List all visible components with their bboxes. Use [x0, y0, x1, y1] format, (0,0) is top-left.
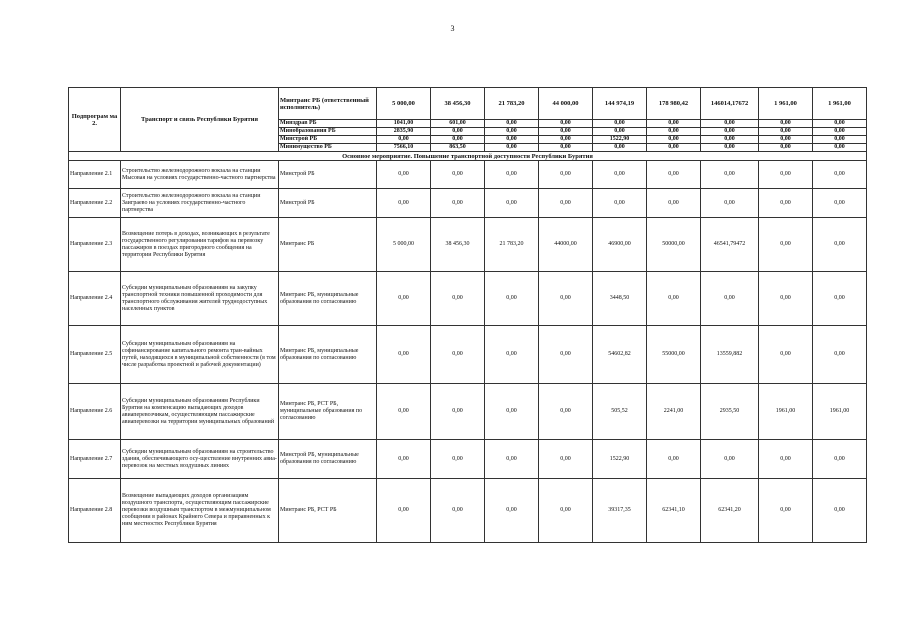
value-cell: 54602,82: [593, 326, 647, 384]
executor-name: Минобразования РБ: [279, 128, 377, 136]
value-cell: 0,00: [431, 128, 485, 136]
direction-executor: Минстрой РБ, муниципальные образования по согласованию: [279, 440, 377, 479]
value-cell: 0,00: [759, 479, 813, 543]
direction-description: Возмещение потерь в доходах, возникающих в результате государственного регулирования тарифов на перевозку пассажиров в поездах пригородного сообщения на территории Республики Бурятия: [121, 218, 279, 272]
value-cell: 46900,00: [593, 218, 647, 272]
value-cell: 0,00: [539, 189, 593, 218]
value-cell: 505,52: [593, 384, 647, 440]
direction-label: Направление 2.5: [69, 326, 121, 384]
value-cell: 0,00: [431, 136, 485, 144]
value-cell: 2835,90: [377, 128, 431, 136]
direction-row: [69, 440, 867, 479]
value-cell: 0,00: [813, 144, 867, 152]
value-cell: 0,00: [377, 189, 431, 218]
value-cell: 0,00: [431, 189, 485, 218]
value-cell: 0,00: [485, 326, 539, 384]
value-cell: 0,00: [759, 189, 813, 218]
value-cell: 5 000,00: [377, 88, 431, 120]
value-cell: 1041,00: [377, 120, 431, 128]
value-cell: 1522,90: [593, 136, 647, 144]
value-cell: 0,00: [593, 120, 647, 128]
program-title: Транспорт и связь Республики Бурятия: [121, 88, 279, 152]
value-cell: 0,00: [539, 384, 593, 440]
value-cell: 0,00: [539, 161, 593, 189]
direction-row: [69, 161, 867, 189]
program-header-row: [69, 88, 867, 120]
value-cell: 0,00: [485, 128, 539, 136]
value-cell: 0,00: [539, 440, 593, 479]
direction-description: Возмещение выпадающих доходов организациям воздушного транспорта, осуществляющим пассажирские перевозки воздушным транспортом в межмуниципальном сообщении в районах Крайнего Севера и приравненных к ним местностях Республики Бурятия: [121, 479, 279, 543]
page-number: 3: [450, 24, 455, 33]
value-cell: 0,00: [485, 189, 539, 218]
value-cell: 0,00: [377, 136, 431, 144]
direction-label: Направление 2.4: [69, 272, 121, 326]
value-cell: 0,00: [485, 440, 539, 479]
value-cell: 0,00: [813, 161, 867, 189]
direction-row: [69, 218, 867, 272]
value-cell: 0,00: [539, 326, 593, 384]
value-cell: 0,00: [539, 136, 593, 144]
value-cell: 0,00: [759, 440, 813, 479]
value-cell: 3448,50: [593, 272, 647, 326]
direction-label: Направление 2.7: [69, 440, 121, 479]
direction-description: Субсидии муниципальным образованиям на софинансирование капитального ремонта тран-вайных путей, находящихся в муниципальной собственности (в том числе разработка проектной и рабочей документации): [121, 326, 279, 384]
value-cell: 0,00: [485, 144, 539, 152]
direction-row: [69, 326, 867, 384]
direction-row: [69, 384, 867, 440]
direction-executor: Минтранс РБ: [279, 218, 377, 272]
value-cell: 1961,00: [813, 384, 867, 440]
value-cell: 0,00: [701, 189, 759, 218]
direction-label: Направление 2.1: [69, 161, 121, 189]
direction-executor: Минтранс РБ, муниципальные образования по согласованию: [279, 272, 377, 326]
value-cell: 0,00: [647, 120, 701, 128]
direction-executor: Минтранс РБ, муниципальные образования по согласованию: [279, 326, 377, 384]
direction-description: Субсидии муниципальным образованиям на закупку транспортной техники повышенной проходимости для транспортного обслуживания жителей труднодоступных населенных пунктов: [121, 272, 279, 326]
value-cell: 0,00: [377, 440, 431, 479]
executor-name: Минстрой РБ: [279, 136, 377, 144]
value-cell: 0,00: [431, 479, 485, 543]
value-cell: 0,00: [647, 189, 701, 218]
value-cell: 0,00: [485, 384, 539, 440]
value-cell: 62341,20: [701, 479, 759, 543]
value-cell: 0,00: [539, 120, 593, 128]
direction-description: Субсидии муниципальным образованиям на строительство здания, обеспечивающего осу-ществление внутренних авиа-перевозок на местных воздушных линиях: [121, 440, 279, 479]
value-cell: 0,00: [813, 272, 867, 326]
value-cell: 863,50: [431, 144, 485, 152]
direction-executor: Минстрой РБ: [279, 161, 377, 189]
value-cell: 0,00: [701, 440, 759, 479]
direction-row: [69, 189, 867, 218]
value-cell: 0,00: [647, 136, 701, 144]
executor-name: Минздрав РБ: [279, 120, 377, 128]
value-cell: 0,00: [431, 272, 485, 326]
value-cell: 0,00: [431, 384, 485, 440]
value-cell: 0,00: [593, 128, 647, 136]
value-cell: 0,00: [701, 272, 759, 326]
value-cell: 0,00: [485, 136, 539, 144]
value-cell: 0,00: [593, 189, 647, 218]
value-cell: 0,00: [813, 128, 867, 136]
value-cell: 0,00: [759, 326, 813, 384]
value-cell: 0,00: [813, 218, 867, 272]
value-cell: 0,00: [647, 128, 701, 136]
value-cell: 1 961,00: [759, 88, 813, 120]
value-cell: 38 456,30: [431, 218, 485, 272]
value-cell: 0,00: [813, 120, 867, 128]
value-cell: 0,00: [813, 479, 867, 543]
section-title: Основное мероприятие. Повышение транспортной доступности Республики Бурятия: [69, 152, 867, 161]
value-cell: 0,00: [431, 440, 485, 479]
value-cell: 38 456,30: [431, 88, 485, 120]
value-cell: 146014,17672: [701, 88, 759, 120]
value-cell: 144 974,19: [593, 88, 647, 120]
section-row: [69, 152, 867, 161]
value-cell: 2935,50: [701, 384, 759, 440]
direction-label: Направление 2.6: [69, 384, 121, 440]
direction-executor: Минтранс РБ, РСТ РБ: [279, 479, 377, 543]
value-cell: 0,00: [377, 479, 431, 543]
value-cell: 0,00: [813, 440, 867, 479]
value-cell: 0,00: [701, 128, 759, 136]
direction-executor: Минстрой РБ: [279, 189, 377, 218]
program-label: Подпрограм ма 2.: [69, 88, 121, 152]
direction-row: [69, 272, 867, 326]
value-cell: 0,00: [701, 144, 759, 152]
value-cell: 0,00: [759, 120, 813, 128]
direction-label: Направление 2.3: [69, 218, 121, 272]
value-cell: 0,00: [485, 272, 539, 326]
value-cell: 0,00: [813, 326, 867, 384]
value-cell: 178 980,42: [647, 88, 701, 120]
value-cell: 5 000,00: [377, 218, 431, 272]
value-cell: 0,00: [593, 161, 647, 189]
value-cell: 0,00: [759, 136, 813, 144]
value-cell: 0,00: [485, 161, 539, 189]
value-cell: 0,00: [813, 189, 867, 218]
value-cell: 50000,00: [647, 218, 701, 272]
value-cell: 0,00: [539, 128, 593, 136]
value-cell: 0,00: [647, 440, 701, 479]
direction-description: Субсидии муниципальным образованиям Республики Бурятия на компенсацию выпадающих доходов авиаперевозчикам, осуществляющим пассажирские авиаперевозки на территории муниципальных образований: [121, 384, 279, 440]
direction-label: Направление 2.8: [69, 479, 121, 543]
value-cell: 0,00: [377, 272, 431, 326]
executor-name: Минимущество РБ: [279, 144, 377, 152]
value-cell: 0,00: [377, 384, 431, 440]
responsible-executor: Минтранс РБ (ответственный исполнитель): [279, 88, 377, 120]
value-cell: 0,00: [377, 161, 431, 189]
value-cell: 0,00: [647, 161, 701, 189]
value-cell: 601,00: [431, 120, 485, 128]
value-cell: 0,00: [813, 136, 867, 144]
value-cell: 0,00: [759, 144, 813, 152]
value-cell: 0,00: [759, 272, 813, 326]
value-cell: 0,00: [701, 136, 759, 144]
value-cell: 46541,79472: [701, 218, 759, 272]
value-cell: 1961,00: [759, 384, 813, 440]
value-cell: 0,00: [485, 120, 539, 128]
value-cell: 1522,90: [593, 440, 647, 479]
direction-description: Строительство железнодорожного вокзала на станции Мысовая на условиях государственно-частного партнерства: [121, 161, 279, 189]
value-cell: 0,00: [377, 326, 431, 384]
value-cell: 0,00: [431, 161, 485, 189]
value-cell: 0,00: [647, 272, 701, 326]
value-cell: 0,00: [647, 144, 701, 152]
value-cell: 0,00: [539, 272, 593, 326]
value-cell: 1 961,00: [813, 88, 867, 120]
value-cell: 0,00: [431, 326, 485, 384]
value-cell: 0,00: [701, 161, 759, 189]
direction-executor: Минтранс РБ, РСТ РБ, муниципальные образования по согласованию: [279, 384, 377, 440]
value-cell: 44 000,00: [539, 88, 593, 120]
value-cell: 21 783,20: [485, 88, 539, 120]
value-cell: 2241,00: [647, 384, 701, 440]
program-table: [68, 87, 867, 543]
value-cell: 13559,882: [701, 326, 759, 384]
value-cell: 44000,00: [539, 218, 593, 272]
value-cell: 0,00: [593, 144, 647, 152]
value-cell: 0,00: [759, 128, 813, 136]
value-cell: 55000,00: [647, 326, 701, 384]
direction-row: [69, 479, 867, 543]
value-cell: 0,00: [759, 161, 813, 189]
value-cell: 62341,10: [647, 479, 701, 543]
direction-description: Строительство железнодорожного вокзала на станции Заиграево на условиях государственно-частного партнерства: [121, 189, 279, 218]
value-cell: 39317,35: [593, 479, 647, 543]
value-cell: 0,00: [539, 479, 593, 543]
value-cell: 0,00: [539, 144, 593, 152]
value-cell: 0,00: [701, 120, 759, 128]
value-cell: 0,00: [759, 218, 813, 272]
value-cell: 21 783,20: [485, 218, 539, 272]
direction-label: Направление 2.2: [69, 189, 121, 218]
value-cell: 0,00: [485, 479, 539, 543]
value-cell: 7566,10: [377, 144, 431, 152]
